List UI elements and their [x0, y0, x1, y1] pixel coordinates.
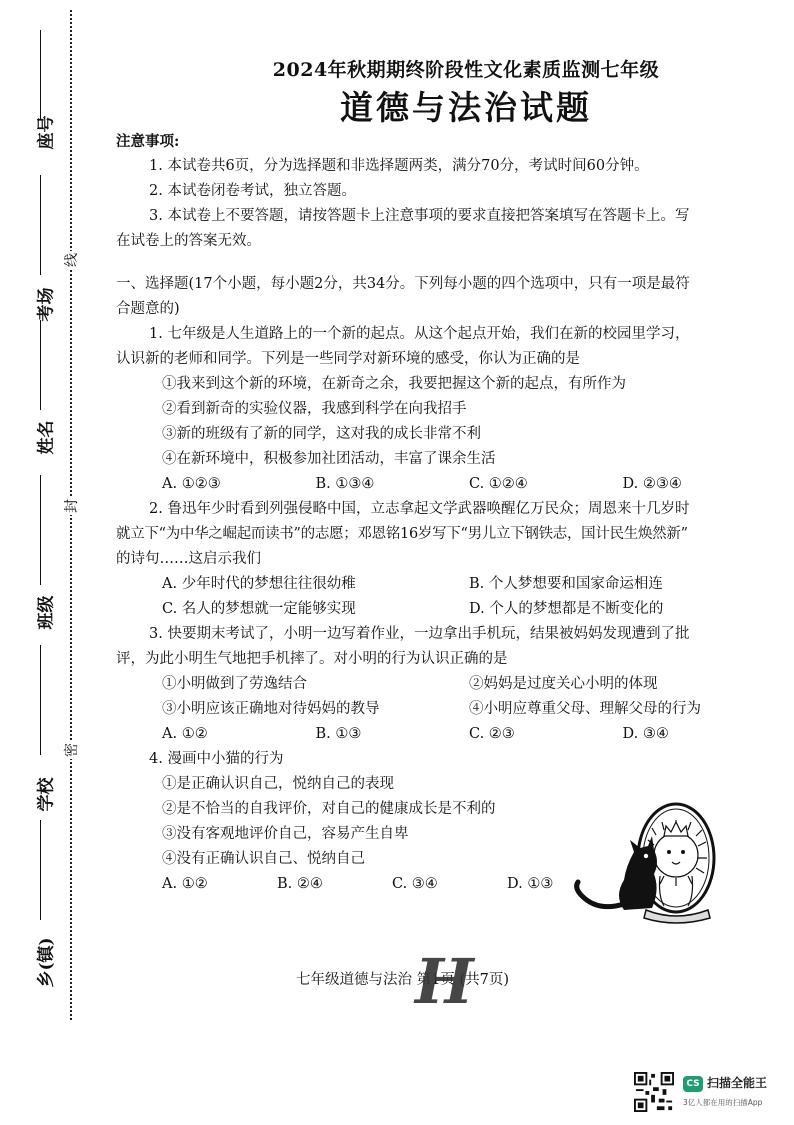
q1-option-d: D. ②③④	[622, 476, 682, 492]
binding-margin	[0, 0, 95, 1125]
q1-option-a: A. ①②③	[162, 476, 221, 492]
q1-stem-line2: 认识新的老师和同学。下列是一些同学对新环境的感受，你认为正确的是	[116, 351, 580, 367]
q4-item-3: ③没有客观地评价自己，容易产生自卑	[162, 826, 409, 842]
q3-stem-line1: 3. 快要期末考试了，小明一边写着作业，一边拿出手机玩，结果被妈妈发现遭到了批	[149, 626, 690, 642]
q3-item-3: ③小明应该正确地对待妈妈的教导	[162, 701, 380, 717]
q1-option-c: C. ①②④	[469, 476, 528, 492]
q1-stem-line1: 1. 七年级是人生道路上的一个新的起点。从这个起点开始，我们在新的校园里学习，	[149, 326, 690, 342]
seal-char-mi: 密	[61, 741, 81, 759]
q4-option-d: D. ①③	[507, 876, 554, 892]
exam-title-main: 道德与法治试题	[340, 88, 592, 127]
q3-item-2: ②妈妈是过度关心小明的体现	[469, 676, 658, 692]
question-3	[116, 622, 776, 747]
school-label: 学校	[36, 777, 57, 812]
q3-item-1: ①小明做到了劳逸结合	[162, 676, 307, 692]
q3-items-row2	[116, 697, 776, 722]
seat-number-line	[40, 30, 41, 120]
notice-item-1: 1. 本试卷共6页，分为选择题和非选择题两类，满分70分，考试时间60分钟。	[149, 158, 649, 174]
name-line	[40, 320, 41, 410]
q2-stem-line3: 的诗句……这启示我们	[116, 551, 261, 567]
page-footer: 七年级道德与法治 第1页 (共7页)	[296, 972, 509, 988]
q2-options-row2	[116, 597, 776, 622]
exam-room-line	[40, 175, 41, 275]
township-label: 乡(镇)	[36, 937, 57, 988]
seal-char-xian: 线	[61, 251, 81, 269]
q3-option-c: C. ②③	[469, 726, 515, 742]
q1-item-3: ③新的班级有了新的同学，这对我的成长非常不利	[162, 426, 481, 442]
question-2	[116, 497, 776, 622]
q3-stem-line2: 评，为此小明生气地把手机摔了。对小明的行为认识正确的是	[116, 651, 508, 667]
q2-option-a: A. 少年时代的梦想往往很幼稚	[162, 576, 356, 592]
section-head-line1: 一、选择题(17个小题，每小题2分，共34分。下列每小题的四个选项中，只有一项是最符	[116, 276, 690, 292]
q4-stem: 4. 漫画中小猫的行为	[149, 751, 284, 767]
q2-stem-line1: 2. 鲁迅年少时看到列强侵略中国，立志拿起文学武器唤醒亿万民众；周恩来十几岁时	[149, 501, 690, 517]
q2-option-d: D. 个人的梦想都是不断变化的	[469, 601, 664, 617]
camscanner-logo-icon: CS	[683, 1076, 703, 1092]
camscanner-tagline: 3亿人都在用的扫描App	[683, 1098, 763, 1107]
q1-item-2: ②看到新奇的实验仪器，我感到科学在向我招手	[162, 401, 467, 417]
class-line	[40, 475, 41, 585]
q2-option-b: B. 个人梦想要和国家命运相连	[469, 576, 663, 592]
exam-room-label: 考场	[36, 287, 57, 322]
camscanner-name: 扫描全能王	[707, 1076, 768, 1090]
q4-item-4: ④没有正确认识自己、悦纳自己	[162, 851, 365, 867]
seat-number-label: 座号	[36, 115, 57, 150]
q4-item-1: ①是正确认识自己，悦纳自己的表现	[162, 776, 394, 792]
section-choice-head	[116, 272, 776, 322]
school-line	[40, 645, 41, 755]
q3-items-row1	[116, 672, 776, 697]
cat-mirror-lion-cartoon	[568, 800, 728, 925]
q3-option-a: A. ①②	[162, 726, 208, 742]
q1-item-1: ①我来到这个新的环境，在新奇之余，我要把握这个新的起点，有所作为	[162, 376, 626, 392]
exam-paper	[116, 55, 776, 897]
q4-item-2: ②是不恰当的自我评价，对自己的健康成长是不利的	[162, 801, 496, 817]
qr-code-icon	[634, 1072, 674, 1112]
q1-item-4: ④在新环境中，积极参加社团活动，丰富了课余生活	[162, 451, 496, 467]
q3-option-d: D. ③④	[622, 726, 669, 742]
q2-stem-line2: 就立下“为中华之崛起而读书”的志愿；邓恩铭16岁写下“男儿立下钢铁志，国计民生焕然新”	[116, 526, 688, 542]
notice-item-3: 3. 本试卷上不要答题，请按答题卡上注意事项的要求直接把答案填写在答题卡上。写	[149, 208, 690, 224]
q4-option-b: B. ②④	[277, 876, 323, 892]
q1-option-b: B. ①③④	[315, 476, 375, 492]
section-head-line2: 合题意的)	[116, 301, 180, 317]
q2-options-row1	[116, 572, 776, 597]
q4-option-c: C. ③④	[392, 876, 438, 892]
question-1	[116, 322, 776, 497]
township-line	[40, 820, 41, 920]
notice-item-2: 2. 本试卷闭卷考试，独立答题。	[149, 183, 356, 199]
q3-item-4: ④小明应尊重父母、理解父母的行为	[469, 701, 701, 717]
notice-block	[116, 129, 776, 254]
q1-options	[116, 472, 776, 497]
notice-item-3-cont: 在试卷上的答案无效。	[116, 233, 261, 249]
class-label: 班级	[36, 595, 57, 630]
q4-option-a: A. ①②	[162, 876, 208, 892]
exam-title-line1: 2024年秋期期终阶段性文化素质监测七年级	[272, 59, 660, 81]
name-label: 姓名	[36, 420, 57, 455]
paper-version-letter: H	[415, 945, 474, 1018]
seal-char-feng: 封	[61, 497, 81, 515]
q3-options	[116, 722, 776, 747]
notice-title: 注意事项:	[116, 133, 180, 150]
q2-option-c: C. 名人的梦想就一定能够实现	[162, 601, 356, 617]
seal-dotted-line	[70, 10, 72, 1020]
q3-option-b: B. ①③	[315, 726, 362, 742]
